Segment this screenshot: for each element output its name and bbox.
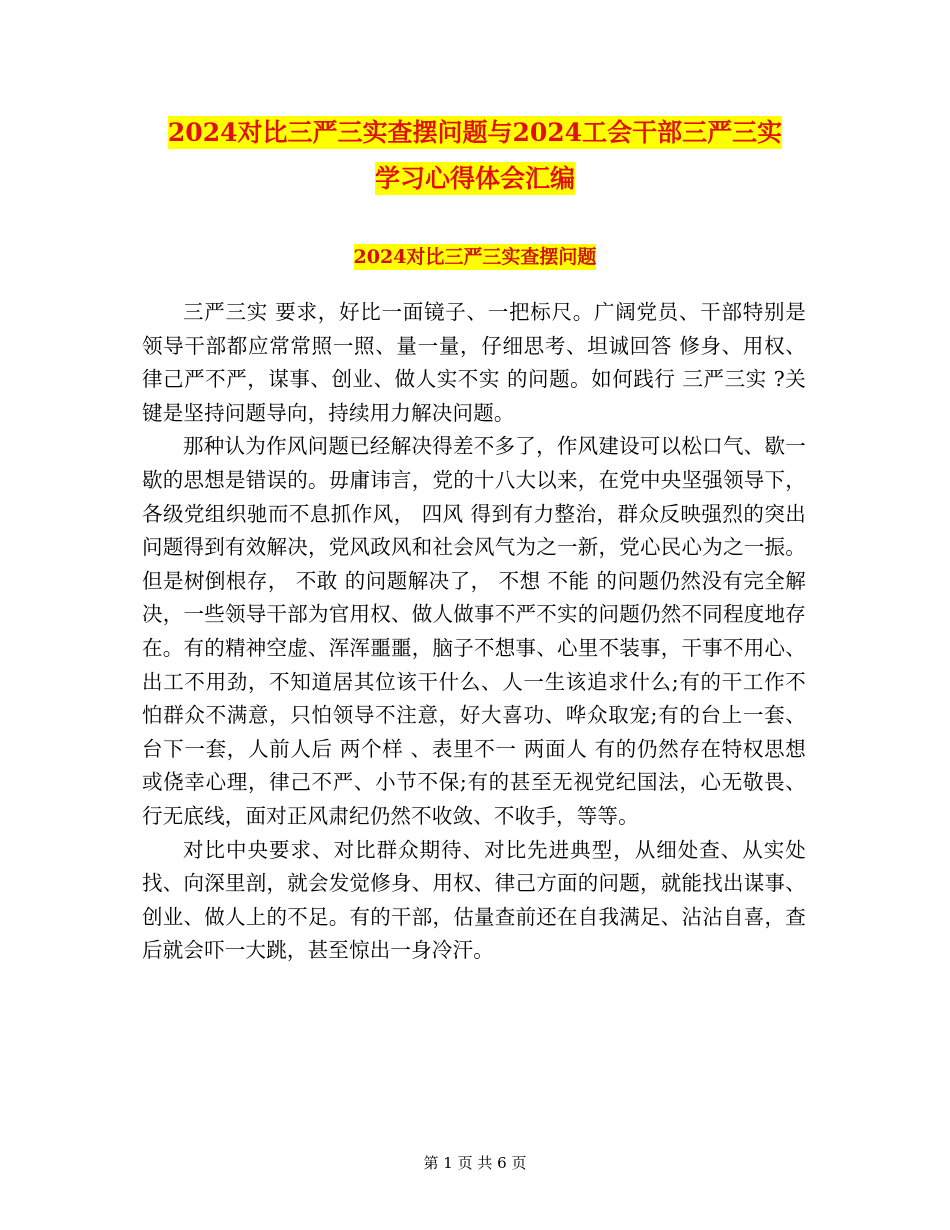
paragraph: 三严三实 要求，好比一面镜子、一把标尺。广阔党员、干部特别是领导干部都应常常照一照、量一量，仔细思考、坦诚回答 修身、用权、律己严不严，谋事、创业、做人实不实 的问题。如何践行 三严三实 ?关键是坚持问题导向，持续用力解决问题。: [142, 300, 806, 425]
document-title: [130, 110, 820, 202]
section-heading-text: 2024对比三严三实查摆问题: [353, 246, 597, 268]
document-title-line-1: 2024对比三严三实查摆问题与2024工会干部三严三实: [167, 118, 783, 147]
document-title-line-2: 学习心得体会汇编: [374, 164, 575, 193]
document-body: [142, 296, 806, 968]
page-footer: 第 1 页 共 6 页: [423, 1154, 527, 1172]
paragraph: 那种认为作风问题已经解决得差不多了，作风建设可以松口气、歇一歇的思想是错误的。毋庸讳言，党的十八大以来，在党中央坚强领导下，各级党组织驰而不息抓作风， 四风 得到有力整治，群众反映强烈的突出问题得到有效解决，党风政风和社会风气为之一新，党心民心为之一振。但是树倒根存， 不敢 的问题解决了， 不想 不能 的问题仍然没有完全解决，一些领导干部为官用权、做人做事不严不实的问题仍然不同程度地存在。有的精神空虚、浑浑噩噩，脑子不想事、心里不装事，干事不用心、出工不用劲，不知道居其位该干什么、人一生该追求什么;有的干工作不怕群众不满意，只怕领导不注意，好大喜功、哗众取宠;有的台上一套、台下一套，人前人后 两个样 、表里不一 两面人 有的仍然存在特权思想或侥幸心理，律己不严、小节不保;有的甚至无视党纪国法，心无敬畏、行无底线，面对正风肃纪仍然不收敛、不收手，等等。: [142, 434, 806, 828]
section-heading: [140, 242, 810, 272]
paragraph: 对比中央要求、对比群众期待、对比先进典型，从细处查、从实处找、向深里剖，就会发觉修身、用权、律己方面的问题，就能找出谋事、创业、做人上的不足。有的干部，估量查前还在自我满足、沾沾自喜，查后就会吓一大跳，甚至惊出一身冷汗。: [142, 837, 806, 963]
